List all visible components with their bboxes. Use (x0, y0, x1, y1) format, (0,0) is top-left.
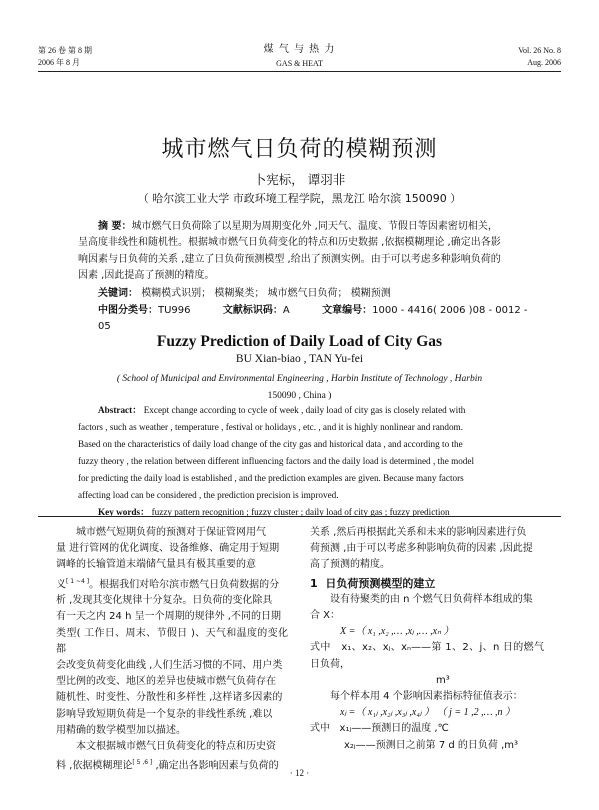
abstract-en-label: Abstract： (98, 405, 142, 415)
left-column (56, 525, 288, 775)
affiliation-en-line: 150090 , China ) (267, 391, 332, 401)
abstract-cn-label: 摘 要： (98, 221, 132, 232)
keywords-en-label: Key words： (98, 507, 150, 517)
body-line: 量 进行管网的优化调度、设备维修、确定用于短期 (56, 543, 280, 555)
article-number-value: 1000 - 4416( 2006 )08 - 0012 - 05 (98, 305, 528, 333)
section-number: 1 (310, 576, 318, 590)
equation: X =（ x₁ ,x₂ ,… ,xⱼ ,… ,xₙ ） (340, 626, 454, 638)
citation-ref: [ 1 ~4 ] (66, 577, 90, 585)
body-line: x₂ⱼ——预测日之前第 7 d 的日负荷 ,m³ (344, 739, 519, 751)
abstract-cn-line: 呈高度非线性和随机性。根据城市燃气日负荷变化的特点和历史数据 ,依据模糊理论 ,确定出各影 (78, 237, 501, 249)
header-date-en: Aug. 2006 (527, 58, 561, 67)
clc-value: TU996 (158, 305, 191, 316)
abstract-en-line: for predicting the daily load is established , and the prediction examples are given. Because many factors (78, 473, 464, 483)
body-text: x₁、x₂、xⱼ、xₙ——第 1、2、j、n 日的燃气日负荷， (310, 642, 544, 670)
title-en: Fuzzy Prediction of Daily Load of City Gas (156, 333, 443, 350)
section-heading (310, 576, 544, 592)
header-journal-en: GAS & HEAT (276, 59, 323, 68)
abstract-en-line: factors , such as weather , temperature , festival or holidays , etc. , and it is highly nonlinear and random. (78, 422, 463, 432)
body-line: 有一天之内 24 h 呈一个周期的规律外 ,不同的日期 (56, 611, 281, 623)
body-text: ,确定出各影响因素与负荷的 (152, 760, 279, 772)
body-line: 调峰的长输管道末端储气量具有极其重要的意 (56, 559, 256, 571)
body-text: 式中 (310, 723, 330, 735)
abstract-cn (78, 219, 528, 285)
body-line: 高了预测的精度。 (310, 559, 390, 571)
abstract-en-line: affecting load can be considered , the prediction precision is improved. (78, 490, 339, 500)
abstract-en-line: fuzzy theory , the relation between different influencing factors and the daily load is determined , the model (78, 456, 475, 466)
body-line: 会改变负荷变化曲线 ,人们生活习惯的不同、用户类 (56, 659, 283, 671)
clc-label: 中图分类号： (98, 305, 158, 316)
body-text: 料 ,依据模糊理论 (56, 760, 133, 772)
body-line: 随机性、时变性、分散性和多样性 ,这样诸多因素的 (56, 692, 283, 704)
body-line: 用精确的数学模型加以描述。 (56, 724, 186, 736)
body-line (56, 574, 288, 594)
body-line: 设有待聚类的由 n 个燃气日负荷样本组成的集 (330, 593, 533, 605)
body-line: 每个样本用 4 个影响因素指标特征值表示： (330, 691, 523, 703)
header-rule (38, 71, 561, 72)
body-text: 式中 (310, 642, 331, 654)
unit-line: m³ (436, 674, 450, 686)
body-line: 类型( 工作日、周末、节假日 )、天气和温度的变化都 (56, 627, 288, 655)
body-text: 义 (56, 578, 66, 590)
authors-en: BU Xian-biao , TAN Yu-fei (235, 353, 364, 365)
body-line: 荷预测 ,由于可以考虑多种影响负荷的因素 ,因此提 (310, 543, 533, 555)
affiliation-en (0, 371, 599, 405)
section-title: 日负荷预测模型的建立 (325, 576, 436, 590)
body-line: 城市燃气短期负荷的预测对于保证管网用气 (76, 527, 266, 538)
header-volume-en: Vol. 26 No. 8 (518, 46, 561, 55)
affiliation-cn: （ 哈尔滨工业大学 市政环境工程学院，黑龙江 哈尔滨 150090 ） (137, 192, 462, 205)
body-line: 析 ,发现其变化规律十分复杂。日负荷的变化除具 (56, 595, 273, 607)
article-number-label: 文章编号： (322, 305, 373, 316)
body-line (310, 721, 544, 737)
body-line (310, 640, 544, 672)
header-journal-cn: 煤 气 与 热 力 (263, 44, 336, 55)
keywords-cn-label: 关键词： (98, 288, 138, 299)
right-column (310, 525, 544, 754)
abstract-en (78, 402, 533, 521)
classification-line (98, 303, 538, 336)
citation-ref: [ 5 ,6 ] (132, 759, 153, 767)
page-number: · 12 · (289, 768, 310, 778)
authors-cn: 卜宪标， 谭羽非 (253, 172, 346, 187)
doc-code-label: 文献标识码： (222, 305, 283, 316)
keywords-cn (98, 286, 391, 302)
keywords-cn-text: 模糊模式识别； 模糊聚类； 城市燃气日负荷； 模糊预测 (141, 288, 391, 299)
body-text: 。根据我们对哈尔滨市燃气日负荷数据的分 (89, 578, 280, 590)
keywords-en-text: fuzzy pattern recognition ; fuzzy cluster ; daily load of city gas ; fuzzy prediction (151, 507, 450, 517)
header-date-cn: 2006 年 8 月 (38, 58, 80, 67)
header-volume-issue: 第 26 卷 第 8 期 (38, 46, 92, 55)
abstract-en-line: Based on the characteristics of daily load change of the city gas and historical data , and according to the (78, 439, 463, 449)
body-line: 本文根据城市燃气日负荷变化的特点和历史资 (76, 740, 276, 752)
title-cn: 城市燃气日负荷的模糊预测 (161, 137, 438, 162)
abstract-cn-line: 城市燃气日负荷除了以星期为周期变化外 ,同天气、温度、节假日等因素密切相关， (131, 221, 498, 232)
body-line: 影响导致短期负荷是一个复杂的非线性系统 ,难以 (56, 708, 273, 720)
affiliation-en-line: ( School of Municipal and Environmental Engineering , Harbin Institute of Technology , Harbin (116, 374, 483, 384)
abstract-cn-line: 响因素与日负荷的关系 ,建立了日负荷预测模型 ,给出了预测实例。由于可以考虑多种影响负荷的 (78, 253, 501, 265)
abstract-en-line: Except change according to cycle of week , daily load of city gas is closely related with (143, 405, 466, 415)
abstract-cn-line: 因素 ,因此提高了预测的精度。 (78, 270, 215, 282)
equation: xⱼ =（ x₁ⱼ ,x₂ⱼ ,x₃ⱼ ,x₄ⱼ ） （ j = 1 ,2 ,… ,n ） (340, 707, 516, 719)
body-line: 合 X： (310, 610, 341, 622)
body-line: 关系 ,然后再根据此关系和未来的影响因素进行负 (310, 527, 527, 538)
body-line: 型比例的改变、地区的差异也使城市燃气负荷存在 (56, 676, 276, 688)
body-text: x₁ⱼ——预测日的温度 ,℃ (339, 723, 449, 735)
doc-code-value: A (282, 305, 290, 316)
abstract-divider (38, 516, 561, 517)
